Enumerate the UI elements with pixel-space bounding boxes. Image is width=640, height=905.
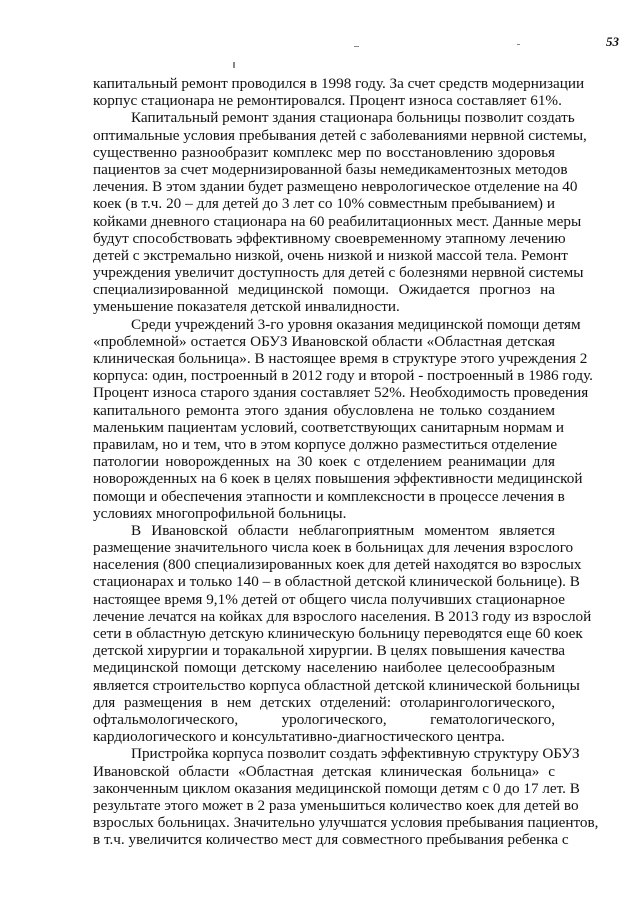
text-line: лечения. В этом здании будет размещено неврологическое отделение на 40 <box>93 178 578 196</box>
text-line: сети в областную детскую клиническую больницу переводятся еще 60 коек <box>93 625 583 642</box>
text-line: корпуса: один, построенный в 2012 году и второй - построенный в 1986 году. <box>93 367 593 385</box>
text-line: результате этого может в 2 раза уменьшиться количество коек для детей во <box>93 796 579 814</box>
text-line: «проблемной» остается ОБУЗ Ивановской области «Областная детская <box>93 332 555 350</box>
scan-speck <box>233 62 235 68</box>
text-line: детей с экстремально низкой, очень низкой и низкой массой тела. Ремонт <box>93 246 568 264</box>
text-line: специализированной медицинской помощи. Ожидается прогноз на <box>93 281 555 299</box>
text-line: населения (800 специализированных коек для детей находятся во взрослых <box>93 556 582 574</box>
document-body <box>93 75 599 849</box>
text-line: законченным циклом оказания медицинской помощи детям с 0 до 17 лет. В <box>93 779 580 797</box>
text-line: оптимальные условия пребывания детей с заболеваниями нервной системы, <box>93 126 587 144</box>
text-line: будут способствовать эффективному своевременному этапному лечению <box>93 229 566 247</box>
page-number: 53 <box>606 34 619 49</box>
text-line: Пристройка корпуса позволит создать эффективную структуру ОБУЗ <box>131 745 580 763</box>
text-line: клиническая больница». В настоящее время в структуре этого учреждения 2 <box>93 350 588 367</box>
scan-speck <box>354 46 359 47</box>
text-line: правилам, но и тем, что в этом корпусе должно разместиться отделение <box>93 435 558 453</box>
text-line: офтальмологического, урологического, гематологического, <box>93 710 555 728</box>
text-line: детской хирургии и торакальной хирургии. В целях повышения качества <box>93 642 566 660</box>
text-line: маленьким пациентам условий, соответствующих санитарным нормам и <box>93 418 565 436</box>
text-line: для размещения в нем детских отделений: отоларингологического, <box>93 693 555 711</box>
paragraph <box>93 521 592 746</box>
paragraph <box>93 315 593 522</box>
text-line: учреждения увеличит доступность для детей с болезнями нервной системы <box>93 264 584 282</box>
text-line: существенно разнообразит комплекс мер по восстановлению здоровья <box>93 143 555 161</box>
text-line: новорожденных на 6 коек в целях повышения эффективности медицинской <box>93 470 583 488</box>
text-line: размещение значительного числа коек в больницах для лечения взрослого <box>93 539 574 557</box>
text-line: медицинской помощи детскому населению наиболее целесообразным <box>93 659 555 677</box>
text-line: капитальный ремонт проводился в 1998 году. За счет средств модернизации <box>93 75 585 92</box>
text-line: патологии новорожденных на 30 коек с отделением реанимации для <box>93 453 555 471</box>
text-line: кардиологического и консультативно-диагностического центра. <box>93 728 505 746</box>
text-line: условиях многопрофильной больницы. <box>93 504 347 522</box>
paragraph <box>93 745 599 849</box>
text-line: является строительство корпуса областной детской клинической больницы <box>93 676 580 694</box>
text-line: уменьшение показателя детской инвалидности. <box>93 298 400 316</box>
text-line: корпус стационара не ремонтировался. Процент износа составляет 61%. <box>93 92 562 110</box>
paragraph <box>93 75 585 110</box>
text-line: В Ивановской области неблагоприятным моментом является <box>131 521 555 539</box>
text-line: коек (в т.ч. 20 – для детей до 3 лет со 10% совместным пребыванием) и <box>93 195 555 213</box>
paragraph <box>93 109 587 316</box>
text-line: в т.ч. увеличится количество мест для совместного пребывания ребенка с <box>93 831 569 849</box>
text-line: лечение лечатся на койках для взрослого населения. В 2013 году из взрослой <box>93 607 592 625</box>
text-line: Среди учреждений 3-го уровня оказания медицинской помощи детям <box>131 315 581 333</box>
text-line: настоящее время 9,1% детей от общего числа получивших стационарное <box>93 590 565 608</box>
scan-speck <box>517 44 520 45</box>
text-line: Ивановской области «Областная детская клиническая больница» с <box>93 762 555 780</box>
text-line: Капитальный ремонт здания стационара больницы позволит создать <box>131 109 575 127</box>
text-line: взрослых больницах. Значительно улучшатся условия пребывания пациентов, <box>93 814 599 832</box>
text-line: стационарах и только 140 – в областной детской клинической больнице). В <box>93 573 580 591</box>
text-line: капитального ремонта этого здания обусловлена не только созданием <box>93 401 555 419</box>
text-line: койками дневного стационара на 60 реабилитационных мест. Данные меры <box>93 212 582 230</box>
text-line: Процент износа старого здания составляет 52%. Необходимость проведения <box>93 384 589 402</box>
text-line: пациентов за счет модернизированной базы немедикаментозных методов <box>93 160 568 178</box>
text-line: помощи и обеспечения этапности и комплексности в процессе лечения в <box>93 487 565 505</box>
